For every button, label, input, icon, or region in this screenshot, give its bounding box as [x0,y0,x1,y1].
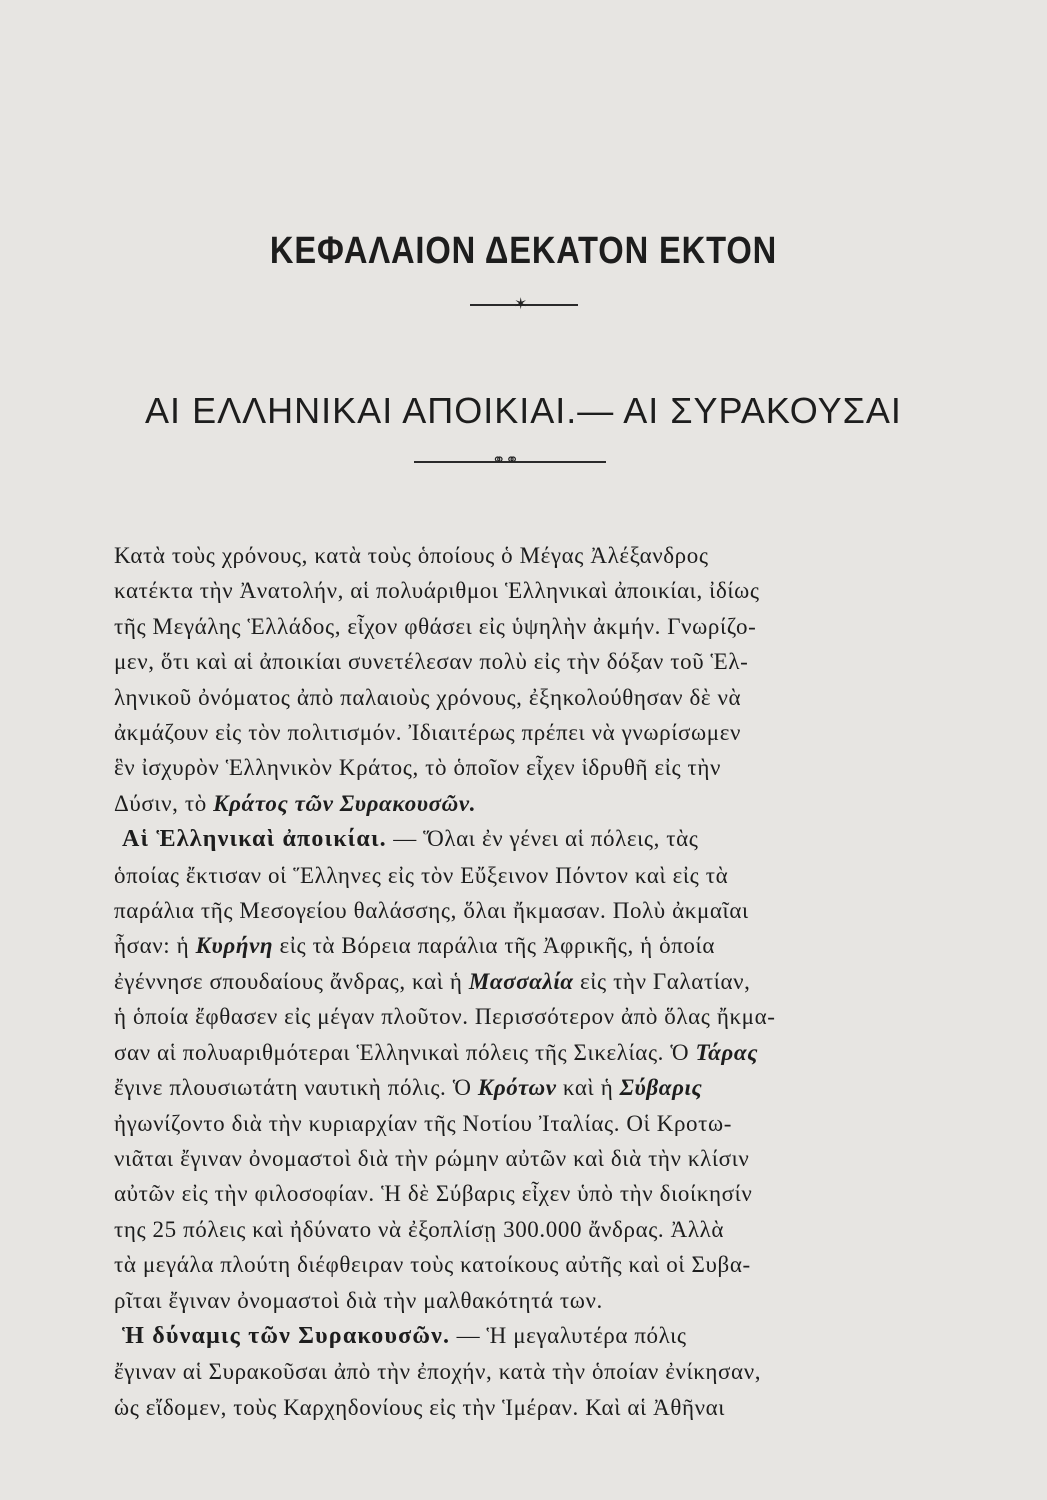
text-line: παράλια τῆς Μεσογείου θαλάσσης, ὅλαι ἤκμασαν. Πολὺ ἀκμαῖαι [114,898,749,924]
text-line: ἔγιναν αἱ Συρακοῦσαι ἀπὸ τὴν ἐποχήν, κατὰ τὴν ὁποίαν ἐνίκησαν, [114,1359,762,1385]
section-title: ΑΙ ΕΛΛΗΝΙΚΑΙ ΑΠΟΙΚΙΑΙ.— ΑΙ ΣΥΡΑΚΟΥΣΑΙ [145,390,902,431]
text-line: ἠγωνίζοντο διὰ τὴν κυριαρχίαν τῆς Νοτίου Ἰταλίας. Οἱ Κροτω- [114,1110,732,1136]
text-line: ἦσαν: ἡ Κυρήνη εἰς τὰ Βόρεια παράλια τῆς Ἀφρικῆς, ἡ ὁποία [114,933,715,959]
text-line: κατέκτα τὴν Ἀνατολήν, αἱ πολυάριθμοι Ἑλληνικαὶ ἀποικίαι, ἰδίως [114,578,760,604]
text-line: Κατὰ τοὺς χρόνους, κατὰ τοὺς ὁποίους ὁ Μέγας Ἀλέξανδρος [114,543,709,568]
text-line: της 25 πόλεις καὶ ἠδύνατο νὰ ἐξοπλίσῃ 300.000 ἄνδρας. Ἀλλὰ [114,1216,724,1242]
emphasis-term: Κρότων [477,1075,557,1101]
text-line: ὁποίας ἔκτισαν οἱ Ἕλληνες εἰς τὸν Εὔξεινον Πόντον καὶ εἰς τὰ [114,862,729,888]
text-line: ἐγέννησε σπουδαίους ἄνδρας, καὶ ἡ Μασσαλία εἰς τὴν Γαλατίαν, [114,968,751,994]
emphasis-term: Μασσαλία [468,968,574,994]
text-line: αὐτῶν εἰς τὴν φιλοσοφίαν. Ἡ δὲ Σύβαρις εἶχεν ὑπὸ τὴν διοίκησίν [114,1181,753,1207]
paragraph-heading: Ἡ δύναμις τῶν Συρακουσῶν. [122,1322,451,1349]
paragraph-heading: Αἱ Ἑλληνικαὶ ἀποικίαι. [122,826,387,853]
text-line: τῆς Μεγάλης Ἑλλάδος, εἶχον φθάσει εἰς ὑψηλὴν ἀκμήν. Γνωρίζο- [114,613,757,639]
text-line: τὰ μεγάλα πλούτη διέφθειραν τοὺς κατοίκους αὐτῆς καὶ οἱ Συβα- [114,1252,751,1278]
text-line: Αἱ Ἑλληνικαὶ ἀποικίαι. — Ὅλαι ἐν γένει αἱ πόλεις, τὰς [122,826,699,853]
text-line: ἔγινε πλουσιωτάτη ναυτικὴ πόλις. Ὁ Κρότων καὶ ἡ Σύβαρις [114,1075,703,1101]
text-line: Δύσιν, τὸ Κράτος τῶν Συρακουσῶν. [114,790,477,816]
text-line: Ἡ δύναμις τῶν Συρακουσῶν. — Ἡ μεγαλυτέρα πόλις [122,1322,687,1349]
chapter-heading: ΚΕΦΑΛΑΙΟΝ ΔΕΚΑΤΟΝ ΕΚΤΟΝ [269,230,778,272]
text-line: ὡς εἴδομεν, τοὺς Καρχηδονίους εἰς τὴν Ἱμέραν. Καὶ αἱ Ἀθῆναι [114,1394,726,1420]
text-line: ἓν ἰσχυρὸν Ἑλληνικὸν Κράτος, τὸ ὁποῖον εἶχεν ἱδρυθῆ εἰς τὴν [114,755,722,781]
book-page: ΚΕΦΑΛΑΙΟΝ ΔΕΚΑΤΟΝ ΕΚΤΟΝ ✶ ΑΙ ΕΛΛΗΝΙΚΑΙ ΑΠΟΙΚΙΑΙ.— ΑΙ ΣΥΡΑΚΟΥΣΑΙ ⚭⚭ Κατὰ τοὺς χρόνους, κατὰ τοὺς ὁποίους ὁ Μέγας Ἀλέξανδρος κατέκτα τὴν Ἀνατολήν, αἱ πολυάριθμοι Ἑλληνικαὶ ἀποικίαι, ἰδίως τῆς Μεγάλης Ἑλλάδος, εἶχον φθάσει εἰς ὑψηλὴν ἀκμήν. Γνωρίζο- μεν, ὅτι καὶ αἱ ἀποικίαι συνετέλεσαν πολὺ εἰς τὴν δόξαν τοῦ Ἑλ- ληνικοῦ ὀνόματος ἀπὸ παλαιοὺς χρόνους, ἐξηκολούθησαν δὲ νὰ ἀκμάζουν εἰς τὸν πολιτισμόν. Ἰδιαιτέρως πρέπει νὰ γνωρίσωμεν ἓν ἰσχυρὸν Ἑλληνικὸν Κράτος, τὸ ὁποῖον εἶχεν ἱδρυθῆ εἰς τὴν Δύσιν, τὸ Κράτος τῶν Συρακουσῶν. Αἱ Ἑλληνικαὶ ἀποικίαι. — Ὅλαι ἐν γένει αἱ πόλεις, τὰς ὁποίας ἔκτισαν οἱ Ἕλληνες εἰς τὸν Εὔξεινον Πόντον καὶ εἰς τὰ παράλια τῆς Μεσογείου θαλάσσης, ὅλαι ἤκμασαν. Πολὺ ἀκμαῖαι ἦσαν: ἡ Κυρήνη εἰς τὰ Βόρεια παράλια τῆς Ἀφρικῆς, ἡ ὁποία ἐγέννησε σπουδαίους ἄνδρας, καὶ ἡ Μασσαλία εἰς τὴν Γαλατίαν, ἡ ὁποία ἔφθασεν εἰς μέγαν πλοῦτον. Περισσότερον ἀπὸ ὅλας ἤκμα- σαν αἱ πολυαριθμότεραι Ἑλληνικαὶ πόλεις τῆς Σικελίας. Ὁ Τάρας ἔγινε πλουσιωτάτη ναυτικὴ πόλις. Ὁ Κρότων καὶ ἡ Σύβαρις ἠγωνίζοντο διὰ τὴν κυριαρχίαν τῆς Νοτίου Ἰταλίας. Οἱ Κροτω- νιᾶται ἔγιναν ὀνομαστοὶ διὰ τὴν ρώμην αὐτῶν καὶ διὰ τὴν κλίσιν αὐτῶν εἰς τὴν φιλοσοφίαν. Ἡ δὲ Σύβαρις εἶχεν ὑπὸ τὴν διοίκησίν της 25 πόλεις καὶ ἠδύνατο νὰ ἐξοπλίσῃ 300.000 ἄνδρας. Ἀλλὰ τὰ μεγάλα πλούτη διέφθειραν τοὺς κατοίκους αὐτῆς καὶ οἱ Συβα- ρῖται ἔγιναν ὀνομαστοὶ διὰ τὴν μαλθακότητά των. Ἡ δύναμις τῶν Συρακουσῶν. — Ἡ μεγαλυτέρα πόλις ἔγιναν αἱ Συρακοῦσαι ἀπὸ τὴν ἐποχήν, κατὰ τὴν ὁποίαν ἐνίκησαν, ὡς εἴδομεν, τοὺς Καρχηδονίους εἰς τὴν Ἱμέραν. Καὶ αἱ Ἀθῆναι [0,0,1047,1500]
body-text [114,538,934,1425]
text-line: ἡ ὁποία ἔφθασεν εἰς μέγαν πλοῦτον. Περισσότερον ἀπὸ ὅλας ἤκμα- [114,1004,776,1030]
text-line: ρῖται ἔγιναν ὀνομαστοὶ διὰ τὴν μαλθακότητά των. [114,1287,603,1313]
text-line: ἀκμάζουν εἰς τὸν πολιτισμόν. Ἰδιαιτέρως πρέπει νὰ γνωρίσωμεν [114,720,741,746]
emphasis-term: Κράτος τῶν Συρακουσῶν. [213,790,477,816]
text-line: νιᾶται ἔγιναν ὀνομαστοὶ διὰ τὴν ρώμην αὐτῶν καὶ διὰ τὴν κλίσιν [114,1145,750,1171]
text-line: σαν αἱ πολυαριθμότεραι Ἑλληνικαὶ πόλεις τῆς Σικελίας. Ὁ Τάρας [114,1039,759,1065]
text-line: ληνικοῦ ὀνόματος ἀπὸ παλαιοὺς χρόνους, ἐξηκολούθησαν δὲ νὰ [114,684,742,710]
emphasis-term: Σύβαρις [619,1075,703,1101]
emphasis-term: Κυρήνη [195,933,274,959]
emphasis-term: Τάρας [695,1039,759,1065]
text-line: μεν, ὅτι καὶ αἱ ἀποικίαι συνετέλεσαν πολὺ εἰς τὴν δόξαν τοῦ Ἑλ- [114,649,749,675]
